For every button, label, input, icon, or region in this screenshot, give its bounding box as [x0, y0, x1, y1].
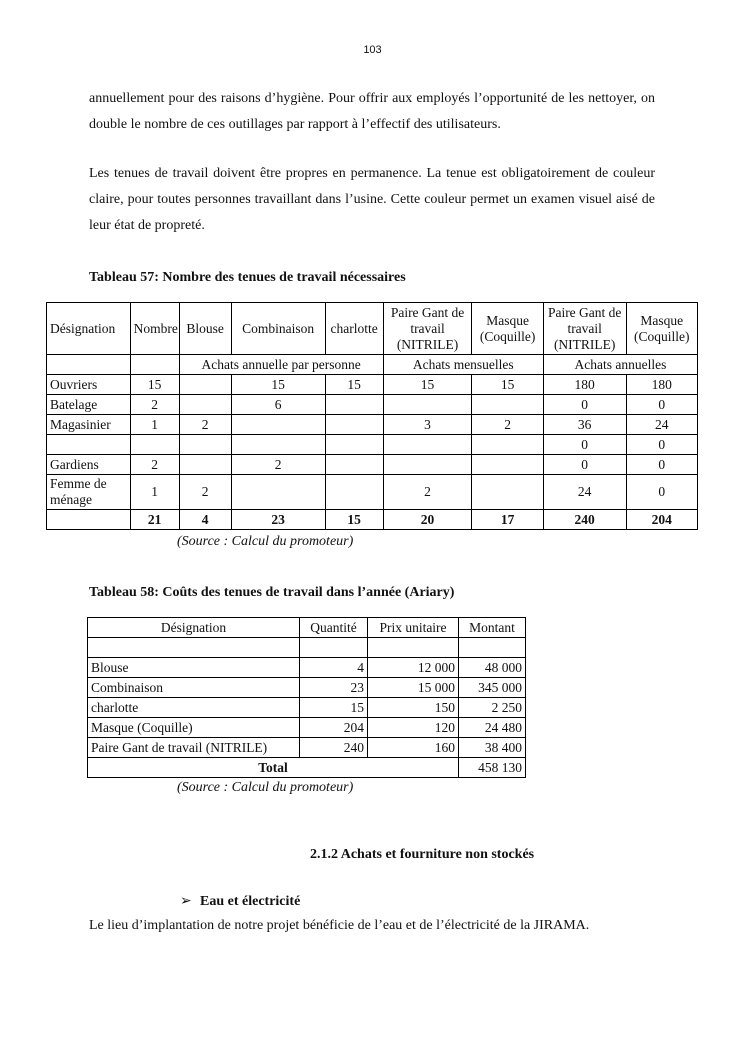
table58-cell: 120 — [368, 718, 459, 738]
table58-header: Quantité — [300, 618, 368, 638]
table58-caption: Tableau 58: Coûts des tenues de travail dans l’année (Ariary) — [89, 585, 455, 600]
table57-header: charlotte — [325, 303, 383, 355]
table58-header: Prix unitaire — [368, 618, 459, 638]
table-row — [88, 678, 526, 698]
table57-caption: Tableau 57: Nombre des tenues de travail nécessaires — [89, 270, 406, 285]
table57-cell: 2 — [179, 415, 231, 435]
table57-cell — [472, 395, 543, 415]
table57-total: 204 — [626, 510, 698, 530]
table57-header: Masque (Coquille) — [626, 303, 698, 355]
table58-cell: 12 000 — [368, 658, 459, 678]
table-row — [88, 718, 526, 738]
table57-cell — [179, 435, 231, 455]
table57-cell: 2 — [179, 475, 231, 510]
table57-cell: 0 — [626, 475, 698, 510]
table58-cell: 15 000 — [368, 678, 459, 698]
page-number: 103 — [363, 44, 382, 56]
table-row — [47, 415, 698, 435]
table57-group-label: Achats annuelles — [543, 355, 697, 375]
table-row — [88, 698, 526, 718]
table58-cell: 240 — [300, 738, 368, 758]
table-row — [88, 638, 526, 658]
closing-paragraph: Le lieu d’implantation de notre projet bénéficie de l’eau et de l’électricité de la JIRAMA. — [89, 918, 590, 933]
table58-cell: 204 — [300, 718, 368, 738]
table57-cell: 15 — [325, 375, 383, 395]
table58-cell: 160 — [368, 738, 459, 758]
table57-group-row — [47, 355, 698, 375]
table58-cell — [88, 638, 300, 658]
table57-cell — [231, 475, 325, 510]
table57-total: 20 — [383, 510, 472, 530]
table57-cell: 2 — [130, 395, 179, 415]
table58-cell: 15 — [300, 698, 368, 718]
table57-cell — [325, 475, 383, 510]
arrow-bullet-icon: ➢ — [180, 894, 192, 909]
table57-cell — [179, 375, 231, 395]
table57-total: 15 — [325, 510, 383, 530]
table58-header: Désignation — [88, 618, 300, 638]
table57-header: Masque (Coquille) — [472, 303, 543, 355]
table57-cell: 2 — [383, 475, 472, 510]
table57-total: 240 — [543, 510, 626, 530]
table57-cell: 15 — [472, 375, 543, 395]
paragraph-tenues: Les tenues de travail doivent être propres en permanence. La tenue est obligatoirement de couleur claire, pour toutes personnes travaillant dans l’usine. Cette couleur permet un examen visuel aisé de leur état de propreté. — [89, 166, 655, 233]
table57-cell: 24 — [543, 475, 626, 510]
table57-cell: 180 — [626, 375, 698, 395]
table58-cell: 23 — [300, 678, 368, 698]
table57-cell: 3 — [383, 415, 472, 435]
table58-header: Montant — [459, 618, 526, 638]
table57-cell — [130, 355, 179, 375]
table57-group-label: Achats mensuelles — [383, 355, 543, 375]
table57-cell: 15 — [130, 375, 179, 395]
table-58 — [87, 617, 526, 778]
table57-cell — [179, 455, 231, 475]
table57-header: Nombre — [130, 303, 179, 355]
table58-cell: 48 000 — [459, 658, 526, 678]
table57-cell: 0 — [543, 435, 626, 455]
table57-cell: 6 — [231, 395, 325, 415]
table57-total: 21 — [130, 510, 179, 530]
table57-cell — [383, 455, 472, 475]
table57-total: 23 — [231, 510, 325, 530]
table57-total: 17 — [472, 510, 543, 530]
table57-cell — [325, 455, 383, 475]
table58-cell: Combinaison — [88, 678, 300, 698]
table58-cell: 345 000 — [459, 678, 526, 698]
table57-header: Paire Gant de travail (NITRILE) — [383, 303, 472, 355]
table57-group-label: Achats annuelle par personne — [179, 355, 383, 375]
table57-cell — [325, 395, 383, 415]
table57-cell: Femme de ménage — [47, 475, 131, 510]
table58-cell: 4 — [300, 658, 368, 678]
table57-header: Combinaison — [231, 303, 325, 355]
table-row — [88, 658, 526, 678]
table58-cell: Paire Gant de travail (NITRILE) — [88, 738, 300, 758]
table57-cell: 2 — [231, 455, 325, 475]
table57-cell: 2 — [130, 455, 179, 475]
table-row — [47, 475, 698, 510]
table-row — [47, 435, 698, 455]
table57-total-row — [47, 510, 698, 530]
table58-total-value: 458 130 — [459, 758, 526, 778]
table57-header: Blouse — [179, 303, 231, 355]
table57-cell: 1 — [130, 475, 179, 510]
table57-cell — [472, 455, 543, 475]
table57-header: Paire Gant de travail (NITRILE) — [543, 303, 626, 355]
table-row — [47, 455, 698, 475]
table58-source: (Source : Calcul du promoteur) — [177, 780, 354, 795]
table57-cell — [47, 355, 131, 375]
table57-cell: Ouvriers — [47, 375, 131, 395]
table-row — [47, 395, 698, 415]
table57-cell: 36 — [543, 415, 626, 435]
table58-cell — [368, 638, 459, 658]
table58-total-label: Total — [88, 758, 459, 778]
table57-cell — [472, 475, 543, 510]
table-row — [88, 738, 526, 758]
table58-cell — [459, 638, 526, 658]
table57-header: Désignation — [47, 303, 131, 355]
table57-cell: Gardiens — [47, 455, 131, 475]
table57-cell — [383, 435, 472, 455]
table57-cell — [231, 415, 325, 435]
table57-cell: 2 — [472, 415, 543, 435]
table57-source: (Source : Calcul du promoteur) — [177, 534, 354, 549]
table58-cell — [300, 638, 368, 658]
table57-cell — [231, 435, 325, 455]
table57-cell — [47, 510, 131, 530]
bullet-heading-row — [180, 893, 300, 910]
table57-cell: 1 — [130, 415, 179, 435]
table58-cell: 2 250 — [459, 698, 526, 718]
table57-cell — [47, 435, 131, 455]
table57-cell — [325, 415, 383, 435]
table-row — [47, 375, 698, 395]
table57-cell: 0 — [543, 455, 626, 475]
table58-cell: 150 — [368, 698, 459, 718]
section-heading: 2.1.2 Achats et fourniture non stockés — [310, 847, 535, 862]
table58-cell: 38 400 — [459, 738, 526, 758]
table57-cell: 24 — [626, 415, 698, 435]
table57-cell: 0 — [626, 455, 698, 475]
table57-cell: Magasinier — [47, 415, 131, 435]
table57-cell — [325, 435, 383, 455]
table57-cell: 0 — [626, 395, 698, 415]
table57-cell — [130, 435, 179, 455]
table57-header-row — [47, 303, 698, 355]
table57-cell — [472, 435, 543, 455]
table58-cell: charlotte — [88, 698, 300, 718]
table58-header-row — [88, 618, 526, 638]
table58-cell: Blouse — [88, 658, 300, 678]
table57-cell — [383, 395, 472, 415]
table58-cell: 24 480 — [459, 718, 526, 738]
bullet-heading: Eau et électricité — [200, 894, 301, 909]
table57-cell: 15 — [383, 375, 472, 395]
table57-cell: Batelage — [47, 395, 131, 415]
paragraph-hygiene: annuellement pour des raisons d’hygiène. Pour offrir aux employés l’opportunité de les nettoyer, on double le nombre de ces outillages par rapport à l’effectif des utilisateurs. — [89, 91, 655, 132]
table57-cell: 180 — [543, 375, 626, 395]
table57-total: 4 — [179, 510, 231, 530]
table57-cell: 0 — [543, 395, 626, 415]
table58-cell: Masque (Coquille) — [88, 718, 300, 738]
table57-cell: 15 — [231, 375, 325, 395]
table57-cell — [179, 395, 231, 415]
table57-cell: 0 — [626, 435, 698, 455]
table58-total-row — [88, 758, 526, 778]
table-57 — [46, 302, 698, 530]
